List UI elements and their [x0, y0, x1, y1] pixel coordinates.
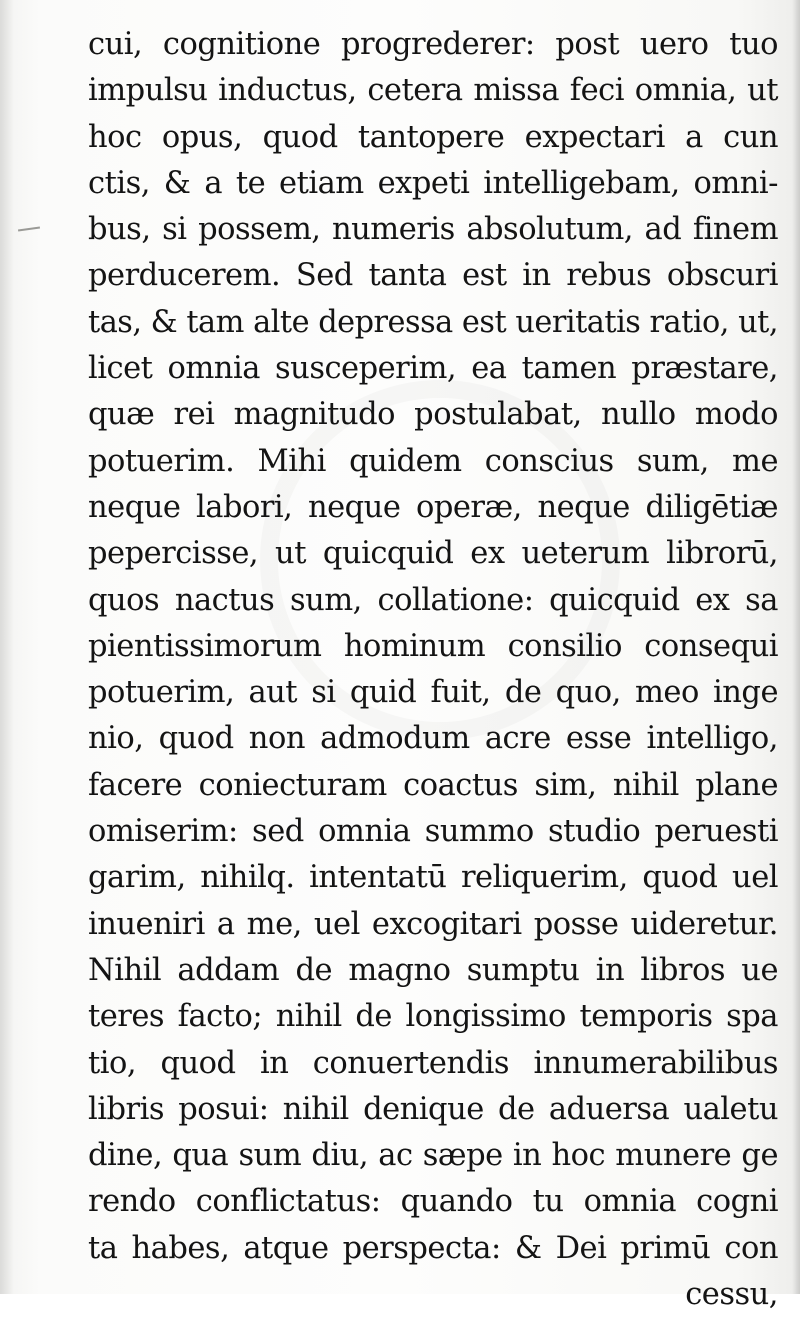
text-line: tio, quod in conuertendis innumerabilibus: [88, 1045, 778, 1081]
text-line: perducerem. Sed tanta est in rebus obscuri: [88, 258, 778, 294]
text-line: inueniri a me, uel excogitari posse uideretur.: [88, 906, 778, 942]
text-line: tas, & tam alte depressa est ueritatis ratio, ut,: [88, 304, 779, 340]
text-line: libris posui: nihil denique de aduersa ualetu: [88, 1091, 778, 1127]
text-line: nio, quod non admodum acre esse intelligo,: [88, 721, 778, 757]
page-edge-shadow: [792, 0, 800, 1294]
text-line: potuerim. Mihi quidem conscius sum, me: [88, 443, 778, 479]
text-line: bus, si possem, numeris absolutum, ad finem: [88, 212, 778, 248]
text-line: pientissimorum hominum consilio consequi: [88, 628, 778, 664]
text-line: facere coniecturam coactus sim, nihil plane: [88, 767, 778, 803]
text-block: [88, 22, 778, 1318]
text-line: pepercisse, ut quicquid ex ueterum librorū,: [88, 536, 778, 572]
text-line: hoc opus, quod tantopere expectari a cun: [88, 119, 778, 155]
text-line: ctis, & a te etiam expeti intelligebam, omni-: [88, 165, 778, 201]
text-line: ta habes, atque perspecta: & Dei primū con: [88, 1230, 778, 1266]
gutter-shadow: [0, 0, 14, 1294]
text-line: impulsu inductus, cetera missa feci omnia, ut: [88, 73, 778, 109]
text-line: rendo conflictatus: quando tu omnia cogni: [88, 1184, 778, 1220]
text-line: neque labori, neque operæ, neque diligētiæ: [88, 489, 778, 525]
text-line: licet omnia susceperim, ea tamen præstare,: [88, 351, 778, 387]
text-line: quæ rei magnitudo postulabat, nullo modo: [88, 397, 778, 433]
text-line: garim, nihilq. intentatū reliquerim, quod uel: [88, 860, 778, 896]
text-line: potuerim, aut si quid fuit, de quo, meo inge: [88, 675, 778, 711]
catchword: cessu,: [685, 1277, 778, 1313]
text-line: Nihil addam de magno sumptu in libros ue: [88, 952, 778, 988]
margin-mark: [18, 226, 40, 231]
text-line: dine, qua sum diu, ac sæpe in hoc munere ge: [88, 1138, 778, 1174]
text-line: cui, cognitione progrederer: post uero tuo: [88, 27, 778, 62]
text-line: omiserim: sed omnia summo studio peruesti: [88, 814, 778, 850]
text-line: quos nactus sum, collatione: quicquid ex sa: [88, 582, 778, 618]
text-line: teres facto; nihil de longissimo temporis spa: [88, 999, 778, 1035]
